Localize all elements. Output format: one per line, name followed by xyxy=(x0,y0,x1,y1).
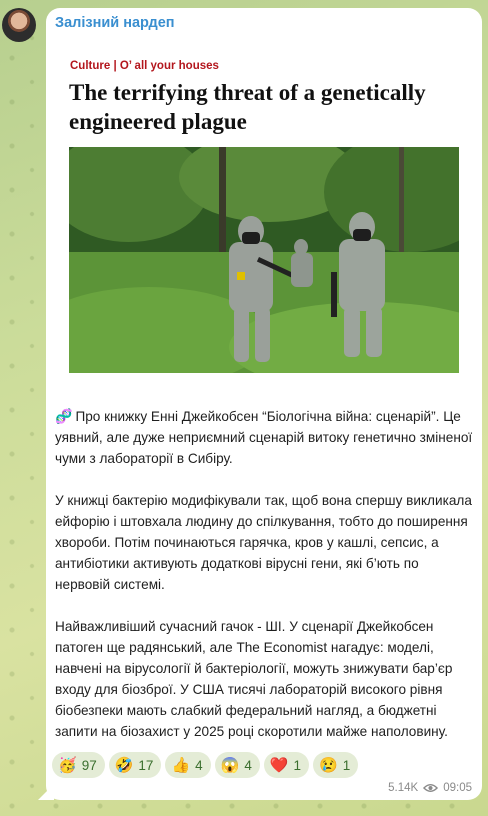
party-face-icon: 🥳 xyxy=(58,756,77,774)
reaction-bar xyxy=(52,752,358,778)
article-headline: The terrifying threat of a genetically engineered plague xyxy=(69,80,426,134)
crying-face-icon: 😢 xyxy=(319,756,338,774)
reaction-crying[interactable]: 😢 1 xyxy=(313,752,358,778)
thumbs-up-icon: 👍 xyxy=(171,756,191,774)
message-paragraph-2: У книжці бактерію модифікували так, щоб вона спершу викликала ейфорію і штовхала людину до спілкування, тобто до поширення хвороби. Потім починаються гарячка, кров у кашлі, сепсис, а антибіотики активують додаткові вірусні гени, які б’ють по нервовій системі. xyxy=(55,493,472,592)
reaction-heart[interactable]: ❤️ 1 xyxy=(264,752,309,778)
eye-icon xyxy=(423,783,438,793)
channel-avatar[interactable] xyxy=(2,8,36,42)
reaction-thumbs-up[interactable]: 👍 4 xyxy=(165,752,210,778)
article-preview[interactable] xyxy=(55,46,471,386)
reaction-scream[interactable]: 😱 4 xyxy=(215,752,260,778)
view-count: 5.14K xyxy=(388,782,419,794)
article-kicker: Culture | O’ all your houses xyxy=(70,60,219,72)
message-bubble xyxy=(46,8,482,800)
heart-icon: ❤️ xyxy=(269,756,289,774)
article-photo[interactable] xyxy=(69,147,459,373)
reaction-party[interactable]: 🥳 97 xyxy=(52,752,105,778)
rofl-icon: 🤣 xyxy=(114,756,134,774)
message-paragraph-3: Найважливіший сучасний гачок - ШІ. У сценарії Джейкобсен патоген ще радянський, але The Economist нагадує: моделі, навчені на вірусології й бактеріології, можуть знижувати бар’єр входу для біозброї. У США тисячі лабораторій високого рівня біобезпеки мають слабкий федеральний нагляд, а бюджетні запити на біозахист у 2025 році скоротили майже наполовину. xyxy=(55,619,453,739)
scream-face-icon: 😱 xyxy=(220,756,240,774)
message-paragraph-1: 🧬 Про книжку Енні Джейкобсен “Біологічна війна: сценарій”. Це уявний, але дуже неприємний сценарій витоку генетично зміненої чуми з лабораторії в Сибіру. xyxy=(55,408,473,466)
channel-name[interactable]: Залізний нардеп xyxy=(55,15,175,31)
dna-icon: 🧬 xyxy=(55,408,73,424)
message-time: 09:05 xyxy=(443,782,472,794)
message-meta xyxy=(388,782,472,794)
reaction-rofl[interactable]: 🤣 17 xyxy=(109,752,162,778)
hazmat-soldiers-image xyxy=(69,147,459,373)
message-text xyxy=(55,406,475,763)
